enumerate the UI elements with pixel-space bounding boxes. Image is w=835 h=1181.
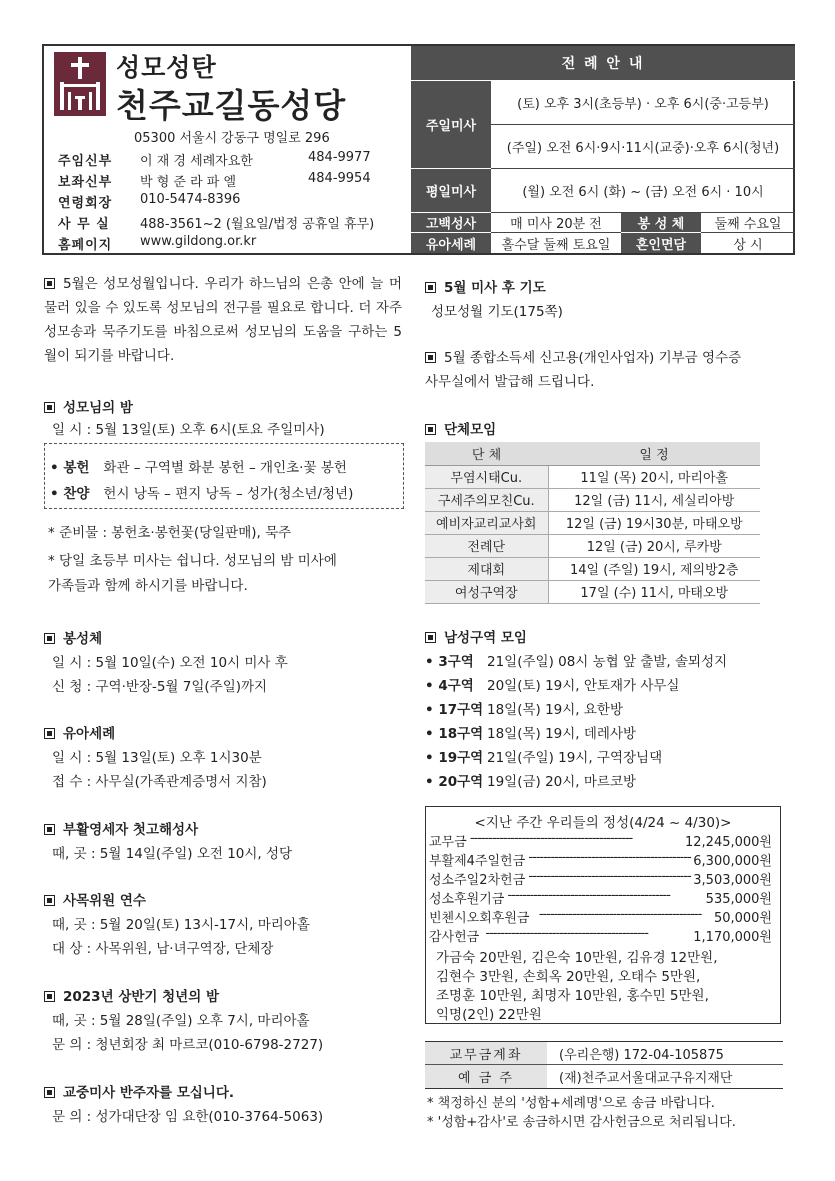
intro-text: 5월은 성모성월입니다. 우리가 하느님의 은총 안에 늘 머물러 있을 수 있도록 성모님의 전구를 필요로 합니다. 더 자주 성모송과 묵주기도를 바침으로써 성모님의 도움을 구하는 5월이 되기를 바랍니다. [44, 276, 402, 364]
offering-amount: 12,245,000원 [685, 835, 772, 850]
confession-value: 매 미사 20분 전 [491, 213, 621, 233]
column-header: 단 체 [425, 442, 548, 465]
mary-night-date: 일 시 : 5월 13일(토) 오후 6시(토요 주일미사) [52, 422, 325, 438]
group-schedule: 17일 (수) 11시, 마태오방 [548, 580, 760, 603]
account-holder: (재)천주교서울대교구유지재단 [547, 1065, 783, 1088]
district-label: • 4구역 [425, 678, 474, 694]
section-title [44, 818, 198, 838]
donor-line: 김현수 3만원, 손희옥 20만원, 오태수 5만원, [436, 969, 701, 985]
table-row [425, 580, 760, 603]
bullet-square-icon [44, 728, 55, 739]
bullet-square-icon [425, 352, 436, 363]
section-title [44, 627, 102, 647]
adoration-value: 둘째 수요일 [701, 213, 795, 233]
offering-label: 빈첸시오회후원금 [429, 911, 530, 926]
pastoral-title: 사목위원 연수 [63, 893, 146, 909]
district-label: • 17구역 [425, 702, 484, 718]
donor-line: 가금숙 20만원, 김은숙 10만원, 김유경 12만원, [436, 950, 718, 966]
church-name-small: 성모성탄 [116, 53, 217, 82]
detail-line: 신 청 : 구역·반장-5월 7일(주일)까지 [52, 679, 268, 695]
contact-phone: 484-9954 [308, 171, 371, 186]
youth-night-title: 2023년 상반기 청년의 밤 [63, 989, 220, 1005]
list-item [425, 674, 679, 694]
account-holder-row [425, 1065, 783, 1089]
district-label: • 19구역 [425, 750, 484, 766]
bullet-square-icon [44, 824, 55, 835]
church-logo-icon [54, 52, 106, 116]
group-schedule: 14일 (주일) 19시, 제의방2층 [548, 557, 760, 580]
list-item [425, 746, 662, 766]
marriage-value: 상 시 [733, 237, 763, 253]
accompanist-title: 교중미사 반주자를 모십니다. [63, 1085, 235, 1101]
group-schedule: 12일 (금) 19시30분, 마태오방 [548, 511, 760, 534]
weekday-mass-value: (월) 오전 6시 (화) ~ (금) 오전 6시 · 10시 [491, 169, 795, 213]
section-title [44, 985, 219, 1005]
offering-amount: 3,503,000원 [693, 873, 772, 888]
group-name: 여성구역장 [425, 580, 548, 603]
tax-receipt-line [425, 346, 741, 366]
group-name: 구세주의모친Cu. [425, 488, 548, 511]
district-text: 21일(주일) 19시, 구역장님댁 [487, 750, 663, 766]
detail-line: 때, 곳 : 5월 20일(토) 13시-17시, 마리아홀 [52, 917, 310, 933]
table-row [425, 557, 760, 580]
section-title [425, 418, 496, 438]
liturgy-schedule [411, 46, 795, 253]
program-row [50, 482, 353, 502]
detail-line: 대 상 : 사목위원, 남·녀구역장, 단체장 [52, 941, 274, 957]
contact-label: 사 무 실 [58, 217, 110, 232]
offering-row: 성소주일2차헌금 -------------------------------------------- 3,503,000원 [429, 869, 772, 888]
note-line: 가족들과 함께 하시기를 바랍니다. [48, 578, 248, 594]
table-row [425, 488, 760, 511]
offering-row: 감사헌금 -------------------------------------------- 1,170,000원 [429, 926, 772, 945]
section-title [44, 889, 146, 909]
weekday-mass-label: 평일미사 [411, 169, 491, 213]
offering-row: 빈첸시오회후원금 -------------------------------------------- 50,000원 [429, 907, 772, 926]
homepage-link[interactable]: www.gildong.or.kr [140, 234, 257, 249]
account-number: (우리은행) 172-04-105875 [547, 1042, 783, 1064]
detail-line: 문 의 : 청년회장 최 마르코(010-6798-2727) [52, 1037, 324, 1053]
district-text: 20일(토) 19시, 안토재가 사무실 [487, 678, 680, 694]
group-name: 무염시태Cu. [425, 465, 548, 488]
section-title [44, 396, 133, 416]
table-row [425, 465, 760, 488]
infant-baptism-title: 유아세례 [63, 726, 116, 742]
detail-line: 접 수 : 사무실(가족관계증명서 지참) [52, 774, 267, 790]
bullet-square-icon [425, 424, 436, 435]
neophyte-title: 부활영세자 첫고해성사 [63, 822, 199, 838]
offering-row: 부활제4주일헌금 -------------------------------------------- 6,300,000원 [429, 850, 772, 869]
table-header-row [425, 442, 760, 465]
detail-line: 때, 곳 : 5월 14일(주일) 오전 10시, 성당 [52, 846, 293, 862]
church-info [44, 46, 411, 253]
offering-label: 부활제4주일헌금 [429, 854, 526, 869]
account-row [425, 1041, 783, 1065]
table-row [425, 511, 760, 534]
district-label: • 3구역 [425, 654, 474, 670]
list-item [425, 698, 623, 718]
bullet-square-icon [425, 632, 436, 643]
bullet-square-icon [44, 991, 55, 1002]
contact-label: 보좌신부 [58, 175, 113, 190]
note-line: * '성함+감사'로 송금하시면 감사헌금으로 처리됩니다. [427, 1115, 736, 1130]
contact-label: 주임신부 [58, 154, 113, 169]
offering-amount: 1,170,000원 [693, 930, 772, 945]
list-item [425, 650, 727, 670]
offering-amount: 535,000원 [705, 892, 772, 907]
group-schedule: 11일 (목) 20시, 마리아홀 [548, 465, 760, 488]
program-box [44, 443, 404, 509]
district-text: 21일(주일) 08시 농협 앞 출발, 솔뫼성지 [487, 654, 728, 670]
infant-baptism-label: 유아세례 [411, 233, 491, 253]
offering-label: 교무금 [429, 835, 467, 850]
offering-row: 성소후원기금 -------------------------------------------- 535,000원 [429, 888, 772, 907]
group-schedule: 12일 (금) 20시, 루카방 [548, 534, 760, 557]
list-item [425, 770, 636, 790]
bullet-square-icon [44, 1087, 55, 1098]
offering-amount: 6,300,000원 [693, 854, 772, 869]
program-text: 헌시 낭독 – 편지 낭독 – 성가(청소년/청년) [103, 486, 354, 502]
men-district-title: 남성구역 모임 [444, 630, 527, 646]
donor-line: 익명(2인) 22만원 [436, 1007, 542, 1023]
offerings-title: <지난 주간 우리들의 정성(4/24 ~ 4/30)> [474, 815, 732, 831]
tax-receipt-text: 5월 종합소득세 신고용(개인사업자) 기부금 영수증 [444, 350, 742, 366]
offering-row: 교무금 -------------------------------------------- 12,245,000원 [429, 831, 772, 850]
schedule-title: 전 례 안 내 [411, 46, 795, 81]
confession-label: 고백성사 [411, 213, 491, 233]
bullet-square-icon [44, 278, 55, 289]
section-title [44, 1081, 234, 1101]
contact-value: 박 형 준 라 파 엘 [140, 175, 237, 190]
donor-line: 조명훈 10만원, 최명자 10만원, 홍수민 5만원, [436, 988, 709, 1004]
bullet-square-icon [44, 633, 55, 644]
adoration-label: 봉 성 체 [621, 213, 701, 233]
note-line: * 준비물 : 봉헌초·봉헌꽃(당일판매), 묵주 [48, 525, 292, 541]
communion-title: 봉성체 [63, 631, 103, 647]
group-name: 예비자교리교사회 [425, 511, 548, 534]
detail-line: 성모성월 기도(175쪽) [431, 304, 563, 320]
program-label: • 봉헌 [50, 460, 90, 476]
note-line: * 당일 초등부 미사는 쉽니다. 성모님의 밤 미사에 [48, 553, 337, 569]
account-label: 예 금 주 [458, 1071, 514, 1086]
contact-value: 이 재 경 세례자요한 [140, 154, 253, 169]
prayer-title: 5월 미사 후 기도 [444, 280, 546, 296]
program-label: • 찬양 [50, 486, 90, 502]
bullet-square-icon [44, 402, 55, 413]
marriage-label: 혼인면담 [621, 233, 701, 253]
contact-value: 488-3561~2 (월요일/법정 공휴일 휴무) [140, 217, 375, 232]
table-row [425, 534, 760, 557]
section-title [425, 276, 546, 296]
district-text: 18일(목) 19시, 데레사방 [487, 726, 637, 742]
section-title [425, 626, 527, 646]
group-schedule: 12일 (금) 11시, 세실리아방 [548, 488, 760, 511]
offering-label: 성소후원기금 [429, 892, 505, 907]
district-label: • 18구역 [425, 726, 484, 742]
offering-amount: 50,000원 [713, 911, 772, 926]
offering-label: 성소주일2차헌금 [429, 873, 526, 888]
group-name: 전례단 [425, 534, 548, 557]
detail-line: 일 시 : 5월 13일(토) 오후 1시30분 [52, 750, 262, 766]
district-label: • 20구역 [425, 774, 484, 790]
district-text: 19일(금) 20시, 마르코방 [487, 774, 637, 790]
column-header: 일 정 [548, 442, 760, 465]
account-label: 교무금계좌 [449, 1047, 523, 1063]
group-name: 제대회 [425, 557, 548, 580]
note-line: * 책정하신 분의 '성함+세례명'으로 송금 바랍니다. [427, 1096, 715, 1111]
offerings-box [425, 806, 781, 1024]
contact-label: 홈페이지 [58, 238, 113, 253]
contact-value: 010-5474-8396 [140, 192, 241, 207]
church-name-big: 천주교길동성당 [116, 86, 347, 125]
groups-table [425, 442, 760, 604]
intro-paragraph [44, 272, 402, 368]
sunday-mass-saturday: (토) 오후 3시(초등부) · 오후 6시(중·고등부) [491, 81, 795, 125]
church-address: 05300 서울시 강동구 명일로 296 [134, 131, 330, 146]
program-row [50, 456, 347, 476]
detail-line: 문 의 : 성가대단장 임 요한(010-3764-5063) [52, 1109, 324, 1125]
detail-line: 때, 곳 : 5월 28일(주일) 오후 7시, 마리아홀 [52, 1013, 310, 1029]
bullet-square-icon [425, 282, 436, 293]
groups-title: 단체모임 [444, 422, 497, 438]
program-text: 화관 – 구역별 화분 봉헌 – 개인초·꽃 봉헌 [103, 460, 347, 476]
bullet-square-icon [44, 895, 55, 906]
detail-line: 일 시 : 5월 10일(수) 오전 10시 미사 후 [52, 655, 288, 671]
sunday-mass-label: 주일미사 [411, 81, 491, 169]
sunday-mass-sunday: (주일) 오전 6시·9시·11시(교중)·오후 6시(청년) [491, 125, 795, 169]
list-item [425, 722, 636, 742]
infant-baptism-value: 홀수달 둘째 토요일 [501, 237, 611, 253]
bulletin-header [42, 44, 795, 255]
detail-line: 사무실에서 발급해 드립니다. [425, 374, 595, 390]
district-text: 18일(목) 19시, 요한방 [487, 702, 624, 718]
offering-label: 감사헌금 [429, 930, 480, 945]
section-title [44, 722, 115, 742]
contact-phone: 484-9977 [308, 150, 371, 165]
mary-night-title: 성모님의 밤 [63, 400, 133, 416]
contact-label: 연령회장 [58, 196, 113, 211]
